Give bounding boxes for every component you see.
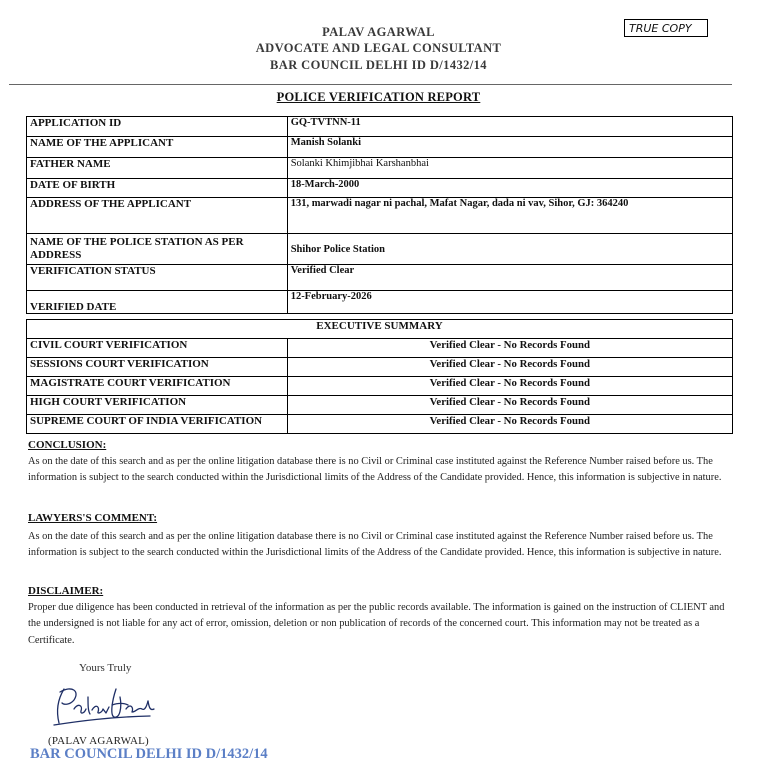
summary-label: CIVIL COURT VERIFICATION xyxy=(27,339,288,358)
summary-label: SESSIONS COURT VERIFICATION xyxy=(27,358,288,377)
table-row xyxy=(27,396,733,415)
disclaimer-title: DISCLAIMER: xyxy=(28,585,104,597)
table-row xyxy=(27,415,733,434)
summary-value: Verified Clear - No Records Found xyxy=(287,396,732,415)
advocate-role: ADVOCATE AND LEGAL CONSULTANT xyxy=(255,41,502,55)
lawyers-comment-title: LAWYERS'S COMMENT: xyxy=(28,512,158,524)
detail-label: NAME OF THE APPLICANT xyxy=(27,137,288,158)
detail-label: NAME OF THE POLICE STATION AS PER ADDRESS xyxy=(27,234,288,265)
signatory-bar-id: BAR COUNCIL DELHI ID D/1432/14 xyxy=(30,746,268,762)
true-copy-stamp: TRUE COPY xyxy=(624,19,708,37)
detail-value: Verified Clear xyxy=(287,265,732,291)
executive-summary-heading: EXECUTIVE SUMMARY xyxy=(27,320,733,339)
detail-label: FATHER NAME xyxy=(27,158,288,179)
report-title: POLICE VERIFICATION REPORT xyxy=(276,90,481,104)
table-row xyxy=(27,198,733,234)
table-row xyxy=(27,377,733,396)
detail-label: APPLICATION ID xyxy=(27,117,288,137)
handwritten-signature xyxy=(50,683,160,729)
table-row xyxy=(27,158,733,179)
applicant-details-table xyxy=(26,116,733,314)
detail-label: VERIFIED DATE xyxy=(27,291,288,314)
conclusion-title: CONCLUSION: xyxy=(28,439,107,451)
detail-value: 131, marwadi nagar ni pachal, Mafat Nagar, dada ni vav, Sihor, GJ: 364240 xyxy=(287,198,732,234)
advocate-name: PALAV AGARWAL xyxy=(322,25,435,39)
table-row xyxy=(27,265,733,291)
summary-label: SUPREME COURT OF INDIA VERIFICATION xyxy=(27,415,288,434)
detail-value: Manish Solanki xyxy=(287,137,732,158)
signatory-name: (PALAV AGARWAL) xyxy=(48,735,149,747)
closing-text: Yours Truly xyxy=(79,662,132,674)
table-row xyxy=(27,320,733,339)
summary-value: Verified Clear - No Records Found xyxy=(287,358,732,377)
detail-value: Solanki Khimjibhai Karshanbhai xyxy=(287,158,732,179)
summary-label: HIGH COURT VERIFICATION xyxy=(27,396,288,415)
detail-label: ADDRESS OF THE APPLICANT xyxy=(27,198,288,234)
table-row xyxy=(27,137,733,158)
detail-label: DATE OF BIRTH xyxy=(27,179,288,198)
detail-value: Shihor Police Station xyxy=(287,234,732,265)
table-row xyxy=(27,291,733,314)
detail-value: 12-February-2026 xyxy=(287,291,732,314)
advocate-bar-id: BAR COUNCIL DELHI ID D/1432/14 xyxy=(270,58,487,72)
header-divider xyxy=(9,84,732,85)
table-row xyxy=(27,234,733,265)
detail-label: VERIFICATION STATUS xyxy=(27,265,288,291)
summary-label: MAGISTRATE COURT VERIFICATION xyxy=(27,377,288,396)
executive-summary-table xyxy=(26,319,733,434)
summary-value: Verified Clear - No Records Found xyxy=(287,339,732,358)
detail-value: GQ-TVTNN-11 xyxy=(287,117,732,137)
detail-value: 18-March-2000 xyxy=(287,179,732,198)
disclaimer-text: Proper due diligence has been conducted in retrieval of the information as per the public records available. The information is gained on the instruction of CLIENT and the undersigned is not liable for any act of error, omission, deletion or non publication of records of the concerned court. This information may not be treated as a Certificate. xyxy=(28,602,725,646)
table-row xyxy=(27,117,733,137)
table-row xyxy=(27,358,733,377)
table-row xyxy=(27,179,733,198)
conclusion-text: As on the date of this search and as per the online litigation database there is no Civil or Criminal case instituted against the Reference Number raised before us. The information is subject to the search conducted within the Jurisdictional limits of the Address of the Candidate provided. Hence, this information is subjective in nature. xyxy=(28,456,722,484)
summary-value: Verified Clear - No Records Found xyxy=(287,415,732,434)
summary-value: Verified Clear - No Records Found xyxy=(287,377,732,396)
table-row xyxy=(27,339,733,358)
lawyers-comment-text: As on the date of this search and as per the online litigation database there is no Civil or Criminal case instituted against the Reference Number raised before us. The information is subject to the search conducted within the Jurisdictional limits of the Address of the Candidate provided. Hence, this information is subjective in nature. xyxy=(28,531,722,559)
